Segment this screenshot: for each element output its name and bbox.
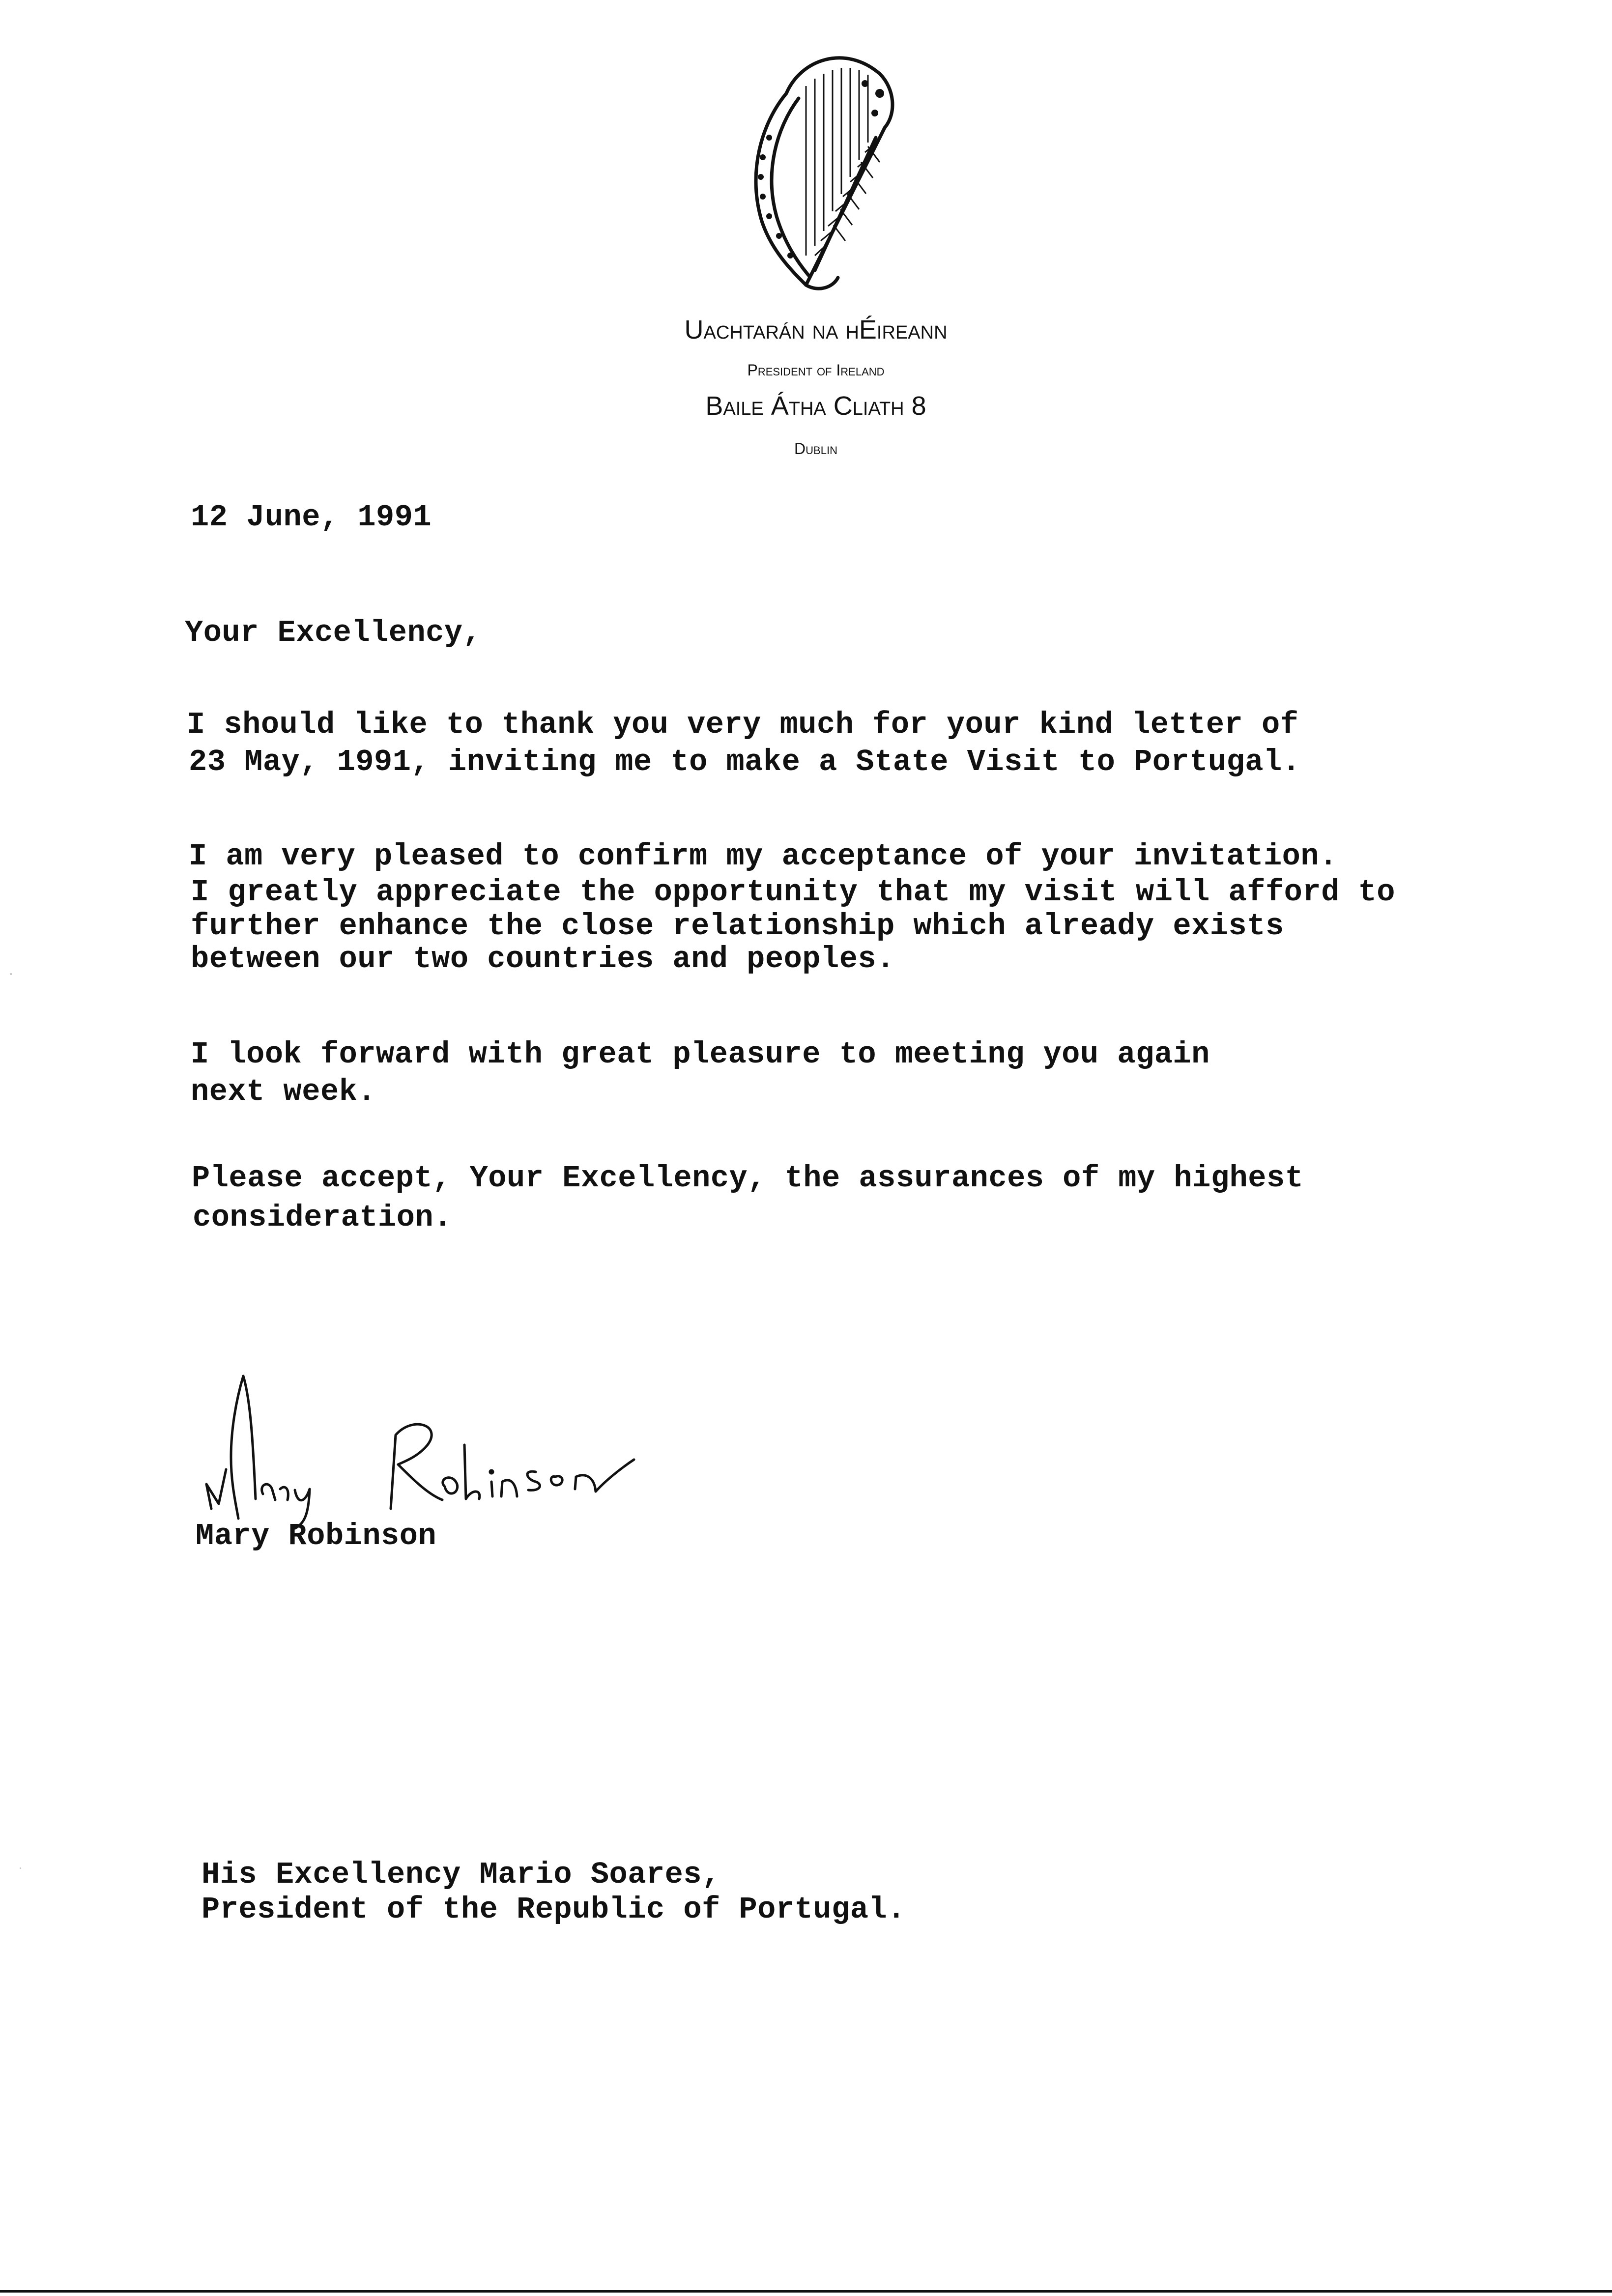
paragraph-2-line-1: I am very pleased to confirm my acceptance of your invitation.: [189, 839, 1338, 874]
paragraph-4-line-1: Please accept, Your Excellency, the assurances of my highest: [192, 1161, 1304, 1196]
letter-date: 12 June, 1991: [191, 500, 432, 535]
scan-speck: [20, 1867, 21, 1869]
letterhead-address: Baile Átha Cliath 8: [705, 391, 926, 421]
letterhead-city: Dublin: [794, 440, 837, 458]
paragraph-1-line-1: I should like to thank you very much for your kind letter of: [187, 707, 1299, 742]
letterhead-subtitle: President of Ireland: [747, 361, 885, 379]
letterhead-title: Uachtarán na hÉireann: [684, 315, 948, 344]
recipient-line-2: President of the Republic of Portugal.: [202, 1892, 906, 1927]
paragraph-2-line-3: further enhance the close relationship which already exists: [191, 909, 1284, 944]
signatory-name: Mary Robinson: [196, 1519, 437, 1553]
handwritten-signature: [197, 1371, 668, 1533]
paragraph-1-line-2: 23 May, 1991, inviting me to make a State Visit to Portugal.: [189, 745, 1301, 779]
recipient-line-1: His Excellency Mario Soares,: [202, 1857, 720, 1892]
harp-emblem-icon: [732, 39, 909, 295]
letter-salutation: Your Excellency,: [185, 615, 482, 650]
paragraph-2-line-4: between our two countries and peoples.: [191, 942, 895, 976]
paragraph-3-line-1: I look forward with great pleasure to meeting you again: [191, 1037, 1210, 1072]
paragraph-4-line-2: consideration.: [193, 1200, 452, 1235]
scan-speck: [10, 973, 12, 975]
paragraph-2-line-2: I greatly appreciate the opportunity that my visit will afford to: [191, 875, 1395, 910]
page-bottom-edge: [0, 2290, 1612, 2293]
paragraph-3-line-2: next week.: [191, 1074, 376, 1109]
